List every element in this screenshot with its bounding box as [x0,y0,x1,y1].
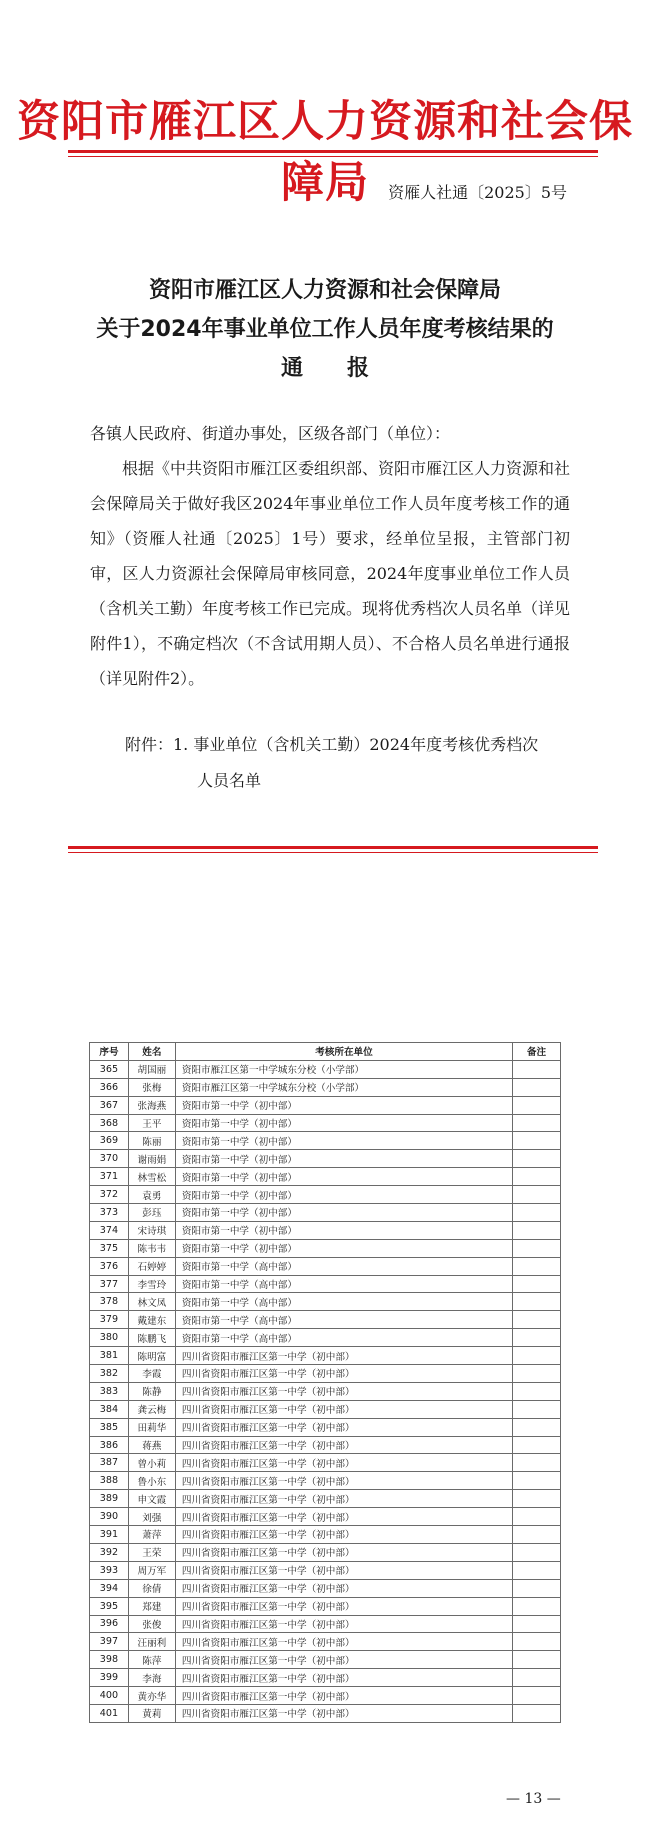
staff-name: 陈韦韦 [128,1239,175,1257]
row-number: 377 [90,1275,129,1293]
row-number: 372 [90,1186,129,1204]
work-unit: 资阳市第一中学（初中部） [175,1114,512,1132]
table-header-row [90,1043,561,1061]
remarks [513,1579,561,1597]
staff-name: 陈明富 [128,1347,175,1365]
remarks [513,1669,561,1687]
staff-name: 袁勇 [128,1186,175,1204]
staff-name: 林文凤 [128,1293,175,1311]
remarks [513,1704,561,1722]
remarks [513,1078,561,1096]
notice-title-line-2: 关于2024年事业单位工作人员年度考核结果的 [96,317,554,342]
staff-name: 申文霞 [128,1490,175,1508]
table-row [90,1543,561,1561]
row-number: 374 [90,1221,129,1239]
remarks [513,1096,561,1114]
remarks [513,1365,561,1383]
work-unit: 资阳市第一中学（高中部） [175,1311,512,1329]
work-unit: 四川省资阳市雁江区第一中学（初中部） [175,1400,512,1418]
table-row [90,1651,561,1669]
staff-name: 陈萍 [128,1651,175,1669]
work-unit: 资阳市第一中学（初中部） [175,1204,512,1222]
table-row [90,1293,561,1311]
remarks [513,1490,561,1508]
remarks [513,1275,561,1293]
work-unit: 四川省资阳市雁江区第一中学（初中部） [175,1418,512,1436]
row-number: 378 [90,1293,129,1311]
staff-name: 汪丽利 [128,1633,175,1651]
table-row [90,1257,561,1275]
table-row [90,1221,561,1239]
footer-rule-thin [68,852,598,853]
work-unit: 资阳市雁江区第一中学城东分校（小学部） [175,1078,512,1096]
row-number: 400 [90,1687,129,1705]
row-number: 390 [90,1508,129,1526]
row-number: 393 [90,1561,129,1579]
row-number: 371 [90,1168,129,1186]
table-row [90,1060,561,1078]
row-number: 376 [90,1257,129,1275]
remarks [513,1204,561,1222]
staff-name: 郑建 [128,1597,175,1615]
staff-name: 李海 [128,1669,175,1687]
work-unit: 资阳市第一中学（初中部） [175,1132,512,1150]
table-row [90,1436,561,1454]
work-unit: 四川省资阳市雁江区第一中学（初中部） [175,1347,512,1365]
table-row [90,1347,561,1365]
row-number: 365 [90,1060,129,1078]
staff-name: 张海燕 [128,1096,175,1114]
attachment-label: 附件： [125,735,174,754]
row-number: 391 [90,1526,129,1544]
row-number: 368 [90,1114,129,1132]
row-number: 389 [90,1490,129,1508]
column-header-name: 姓名 [128,1043,175,1061]
table-row [90,1186,561,1204]
work-unit: 四川省资阳市雁江区第一中学（初中部） [175,1526,512,1544]
staff-name: 陈静 [128,1382,175,1400]
remarks [513,1311,561,1329]
work-unit: 四川省资阳市雁江区第一中学（初中部） [175,1543,512,1561]
remarks [513,1526,561,1544]
table-row [90,1311,561,1329]
remarks [513,1150,561,1168]
row-number: 399 [90,1669,129,1687]
remarks [513,1293,561,1311]
remarks [513,1382,561,1400]
table-row [90,1454,561,1472]
work-unit: 资阳市第一中学（高中部） [175,1329,512,1347]
remarks [513,1060,561,1078]
work-unit: 四川省资阳市雁江区第一中学（初中部） [175,1615,512,1633]
work-unit: 资阳市第一中学（初中部） [175,1096,512,1114]
work-unit: 四川省资阳市雁江区第一中学（初中部） [175,1669,512,1687]
row-number: 392 [90,1543,129,1561]
row-number: 383 [90,1382,129,1400]
work-unit: 四川省资阳市雁江区第一中学（初中部） [175,1704,512,1722]
row-number: 381 [90,1347,129,1365]
remarks [513,1239,561,1257]
remarks [513,1633,561,1651]
work-unit: 四川省资阳市雁江区第一中学（初中部） [175,1382,512,1400]
staff-name: 黄莉 [128,1704,175,1722]
staff-name: 石婷婷 [128,1257,175,1275]
remarks [513,1418,561,1436]
row-number: 395 [90,1597,129,1615]
staff-name: 陈丽 [128,1132,175,1150]
page-number: — 13 — [506,1791,561,1807]
excellent-staff-table [89,1042,561,1723]
row-number: 367 [90,1096,129,1114]
staff-name: 张俊 [128,1615,175,1633]
work-unit: 四川省资阳市雁江区第一中学（初中部） [175,1365,512,1383]
work-unit: 资阳市第一中学（初中部） [175,1186,512,1204]
table-row [90,1096,561,1114]
table-row [90,1275,561,1293]
staff-name: 周万军 [128,1561,175,1579]
table-row [90,1561,561,1579]
footer-rule-thick [68,846,598,849]
remarks [513,1615,561,1633]
staff-name: 田莉华 [128,1418,175,1436]
work-unit: 四川省资阳市雁江区第一中学（初中部） [175,1651,512,1669]
table-row [90,1400,561,1418]
staff-name: 李雪玲 [128,1275,175,1293]
attachment-item-1-continued: 人员名单 [197,771,262,790]
table-row [90,1597,561,1615]
work-unit: 四川省资阳市雁江区第一中学（初中部） [175,1597,512,1615]
work-unit: 四川省资阳市雁江区第一中学（初中部） [175,1579,512,1597]
notice-title-line-1: 资阳市雁江区人力资源和社会保障局 [148,278,501,303]
column-header-unit: 考核所在单位 [175,1043,512,1061]
work-unit: 资阳市第一中学（初中部） [175,1221,512,1239]
staff-name: 黄亦华 [128,1687,175,1705]
row-number: 384 [90,1400,129,1418]
remarks [513,1454,561,1472]
table-row [90,1078,561,1096]
staff-name: 鲁小东 [128,1472,175,1490]
staff-name: 张梅 [128,1078,175,1096]
table-body [90,1060,561,1722]
table-row [90,1490,561,1508]
staff-name: 胡国丽 [128,1060,175,1078]
remarks [513,1347,561,1365]
notice-body-paragraph: 根据《中共资阳市雁江区委组织部、资阳市雁江区人力资源和社会保障局关于做好我区2024年事业单位工作人员年度考核工作的通知》（资雁人社通〔2025〕1号）要求，经单位呈报，主管部门初审，区人力资源社会保障局审核同意，2024年度事业单位工作人员（含机关工勤）年度考核工作已完成。现将优秀档次人员名单（详见附件1），不确定档次（不含试用期人员）、不合格人员名单进行通报（详见附件2）。 [90,459,571,688]
row-number: 401 [90,1704,129,1722]
work-unit: 资阳市第一中学（初中部） [175,1150,512,1168]
table-row [90,1114,561,1132]
column-header-number: 序号 [90,1043,129,1061]
remarks [513,1257,561,1275]
staff-name: 李霞 [128,1365,175,1383]
staff-name: 王荣 [128,1543,175,1561]
remarks [513,1186,561,1204]
table-row [90,1239,561,1257]
remarks [513,1132,561,1150]
table-row [90,1472,561,1490]
work-unit: 资阳市第一中学（高中部） [175,1293,512,1311]
row-number: 386 [90,1436,129,1454]
table-row [90,1204,561,1222]
issuing-authority-header: 资阳市雁江区人力资源和社会保障局 [17,97,633,208]
remarks [513,1168,561,1186]
row-number: 388 [90,1472,129,1490]
table-row [90,1633,561,1651]
staff-name: 萧萍 [128,1526,175,1544]
staff-name: 王平 [128,1114,175,1132]
remarks [513,1221,561,1239]
table-row [90,1508,561,1526]
table-row [90,1687,561,1705]
salutation: 各镇人民政府、街道办事处，区级各部门（单位）： [90,424,451,443]
remarks [513,1508,561,1526]
attachment-item-1: 1. 事业单位（含机关工勤）2024年度考核优秀档次 [173,735,539,754]
remarks [513,1114,561,1132]
staff-name: 徐倩 [128,1579,175,1597]
staff-name: 刘强 [128,1508,175,1526]
remarks [513,1561,561,1579]
staff-name: 戴建东 [128,1311,175,1329]
staff-name: 陈鹏飞 [128,1329,175,1347]
work-unit: 四川省资阳市雁江区第一中学（初中部） [175,1436,512,1454]
table-row [90,1382,561,1400]
table-row [90,1579,561,1597]
work-unit: 四川省资阳市雁江区第一中学（初中部） [175,1508,512,1526]
row-number: 394 [90,1579,129,1597]
work-unit: 四川省资阳市雁江区第一中学（初中部） [175,1490,512,1508]
work-unit: 四川省资阳市雁江区第一中学（初中部） [175,1687,512,1705]
table-row [90,1168,561,1186]
table-row [90,1526,561,1544]
work-unit: 资阳市第一中学（高中部） [175,1257,512,1275]
row-number: 397 [90,1633,129,1651]
row-number: 375 [90,1239,129,1257]
staff-name: 林雪松 [128,1168,175,1186]
header-rule-thin [68,156,598,157]
remarks [513,1472,561,1490]
work-unit: 四川省资阳市雁江区第一中学（初中部） [175,1561,512,1579]
table-row [90,1615,561,1633]
header-rule-thick [68,150,598,153]
work-unit: 资阳市第一中学（初中部） [175,1168,512,1186]
work-unit: 四川省资阳市雁江区第一中学（初中部） [175,1633,512,1651]
staff-name: 曾小莉 [128,1454,175,1472]
remarks [513,1687,561,1705]
row-number: 366 [90,1078,129,1096]
table-row [90,1669,561,1687]
staff-name: 谢雨娟 [128,1150,175,1168]
remarks [513,1651,561,1669]
remarks [513,1597,561,1615]
table-row [90,1329,561,1347]
staff-name: 彭珏 [128,1204,175,1222]
table-row [90,1418,561,1436]
document-number: 资雁人社通〔2025〕5号 [388,183,567,202]
column-header-remarks: 备注 [513,1043,561,1061]
table-row [90,1704,561,1722]
row-number: 373 [90,1204,129,1222]
table-row [90,1132,561,1150]
row-number: 387 [90,1454,129,1472]
row-number: 379 [90,1311,129,1329]
remarks [513,1400,561,1418]
staff-name: 蒋燕 [128,1436,175,1454]
row-number: 382 [90,1365,129,1383]
row-number: 370 [90,1150,129,1168]
row-number: 396 [90,1615,129,1633]
staff-name: 龚云梅 [128,1400,175,1418]
work-unit: 资阳市雁江区第一中学城东分校（小学部） [175,1060,512,1078]
remarks [513,1329,561,1347]
row-number: 398 [90,1651,129,1669]
remarks [513,1543,561,1561]
work-unit: 资阳市第一中学（初中部） [175,1239,512,1257]
row-number: 380 [90,1329,129,1347]
row-number: 385 [90,1418,129,1436]
work-unit: 资阳市第一中学（高中部） [175,1275,512,1293]
table-row [90,1150,561,1168]
notice-title-line-3: 通 报 [280,356,369,381]
row-number: 369 [90,1132,129,1150]
work-unit: 四川省资阳市雁江区第一中学（初中部） [175,1454,512,1472]
table-row [90,1365,561,1383]
remarks [513,1436,561,1454]
staff-name: 宋诗琪 [128,1221,175,1239]
work-unit: 四川省资阳市雁江区第一中学（初中部） [175,1472,512,1490]
